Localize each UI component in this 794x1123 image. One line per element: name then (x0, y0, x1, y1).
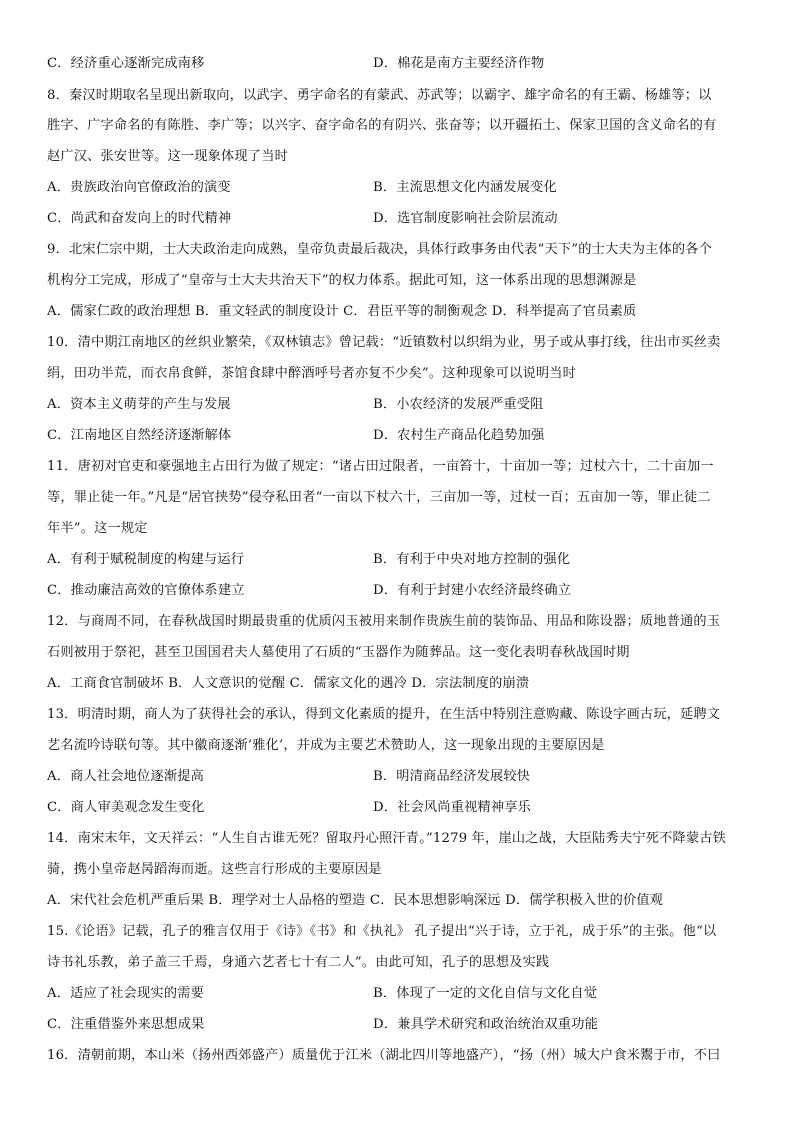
q15-option-d[interactable]: D．兼具学术研究和政治统治双重功能 (373, 1017, 598, 1032)
q11-option-d[interactable]: D．有利于封建小农经济最终确立 (373, 583, 572, 598)
q8-options-row-1 (47, 178, 757, 198)
q11-options-row-2 (47, 581, 757, 601)
q11-stem-line-3: 年半”。这一规定 (47, 521, 148, 536)
q13-options-row-1 (47, 767, 757, 787)
q11-stem-line-1: 11．唐初对官吏和豪强地主占田行为做了规定：“诸占田过限者，一亩笞十，十亩加一等；过杖六十，二十亩加一 (47, 459, 714, 474)
q11-option-a[interactable]: A．有利于赋税制度的构建与运行 (47, 552, 245, 567)
q13-option-c[interactable]: C．商人审美观念发生变化 (47, 800, 205, 815)
q10-option-a[interactable]: A．资本主义萌芽的产生与发展 (47, 397, 231, 412)
q10-option-d[interactable]: D．农村生产商品化趋势加强 (373, 428, 545, 443)
q14-options[interactable]: A．宋代社会危机严重后果 B．理学对士人品格的塑造 C．民本思想影响深远 D．儒学积极入世的价值观 (47, 893, 664, 908)
q8-stem-line-2: 胜字、广字命名的有陈胜、李广等；以兴字、奋字命名的有阴兴、张奋等；以开疆拓土、保家卫国的含义命名的有 (47, 118, 717, 133)
q15-options-row-1 (47, 984, 757, 1004)
q11-stem-line-2: 等，罪止徒一年。”凡是“居官挟势”侵夺私田者“一亩以下杖六十，三亩加一等，过杖一百；五亩加一等，罪止徒二 (47, 490, 711, 505)
q8-option-b[interactable]: B．主流思想文化内涵发展变化 (373, 180, 557, 195)
q7-option-c[interactable]: C．经济重心逐渐完成南移 (47, 56, 205, 71)
q15-option-b[interactable]: B．体现了一定的文化自信与文化自觉 (373, 986, 598, 1001)
q10-options-row-1 (47, 395, 757, 415)
q13-option-a[interactable]: A．商人社会地位逐渐提高 (47, 769, 204, 784)
q9-stem-line-1: 9．北宋仁宗中期，士大夫政治走向成熟，皇帝负责最后裁决，具体行政事务由代表“天下”的士大夫为主体的各个 (47, 242, 713, 257)
q13-options-row-2 (47, 798, 757, 818)
q11-option-c[interactable]: C．推动廉洁高效的官僚体系建立 (47, 583, 245, 598)
q13-stem-line-2: 艺名流吟诗联句等。其中徽商逐渐‘雅化’，并成为主要艺术赞助人，这一现象出现的主要原因是 (47, 738, 605, 753)
q16-stem-line-1: 16．清朝前期，本山米（扬州西郊盛产）质量优于江米（湖北四川等地盛产），“扬（州）城大户食米鬻于市，不曰 (47, 1048, 721, 1063)
q15-option-c[interactable]: C．注重借鉴外来思想成果 (47, 1017, 205, 1032)
q15-stem-line-1: 15.《论语》记载，孔子的雅言仅用于《诗》《书》和《执礼》 孔子提出“兴于诗，立于礼，成于乐”的主张。他“以 (47, 924, 717, 939)
q12-stem-line-1: 12．与商周不同，在春秋战国时期最贵重的优质闪玉被用来制作贵族生前的装饰品、用品和陈设器；质地普通的玉 (47, 614, 721, 629)
q8-option-c[interactable]: C．尚武和奋发向上的时代精神 (47, 211, 232, 226)
q8-stem-line-1: 8．秦汉时期取名呈现出新取向，以武字、勇字命名的有蒙武、苏武等；以霸字、雄字命名的有王霸、杨雄等；以 (47, 88, 712, 103)
q13-option-d[interactable]: D．社会风尚重视精神享乐 (373, 800, 532, 815)
q10-stem-line-1: 10．清中期江南地区的丝织业繁荣，《双林镇志》曾记载：“近镇数村以织绢为业，男子或从事打线，往出市买丝卖 (47, 335, 721, 350)
q8-stem-line-3: 赵广汉、张安世等。这一现象体现了当时 (47, 149, 288, 164)
q14-stem-line-1: 14．南宋末年，文天祥云：“人生自古谁无死？留取丹心照汗青。”1279 年，崖山之战，大臣陆秀夫宁死不降蒙古铁 (47, 831, 727, 846)
q12-stem-line-2: 石则被用于祭祀，甚至卫国国君夫人墓使用了石质的“玉器作为随葬品。这一变化表明春秋战国时期 (47, 645, 630, 660)
q13-stem-line-1: 13．明清时期，商人为了获得社会的承认，得到文化素质的提升，在生活中特别注意购藏、陈设字画古玩，延聘文 (47, 707, 721, 722)
q9-stem-line-2: 机构分工完成，形成了“皇帝与士大夫共治天下”的权力体系。据此可知，这一体系出现的思想渊源是 (47, 273, 637, 288)
q15-options-row-2 (47, 1015, 757, 1035)
q8-options-row-2 (47, 209, 757, 229)
q11-options-row-1 (47, 550, 757, 570)
q12-options[interactable]: A．工商食官制破坏 B．人文意识的觉醒 C．儒家文化的遇冷 D．宗法制度的崩溃 (47, 676, 530, 691)
q10-stem-line-2: 绢，田功半荒，而衣帛食鲜，茶馆食肆中醉酒呼号者亦复不少矣”。这种现象可以说明当时 (47, 366, 577, 381)
q15-option-a[interactable]: A．适应了社会现实的需要 (47, 986, 204, 1001)
q8-option-d[interactable]: D．选官制度影响社会阶层流动 (373, 211, 558, 226)
q10-options-row-2 (47, 426, 757, 446)
q13-option-b[interactable]: B．明清商品经济发展较快 (373, 769, 531, 784)
q10-option-b[interactable]: B．小农经济的发展严重受阻 (373, 397, 544, 412)
q7-option-d[interactable]: D．棉花是南方主要经济作物 (373, 56, 545, 71)
q11-option-b[interactable]: B．有利于中央对地方控制的强化 (373, 552, 571, 567)
q15-stem-line-2: 诗书礼乐教，弟子盖三千焉，身通六艺者七十有二人”。由此可知，孔子的思想及实践 (47, 955, 550, 970)
q7-options-row (47, 54, 757, 74)
q8-option-a[interactable]: A．贵族政治向官僚政治的演变 (47, 180, 231, 195)
q14-stem-line-2: 骑，携小皇帝赵昺蹈海而逝。这些言行形成的主要原因是 (47, 862, 382, 877)
q9-options[interactable]: A．儒家仁政的政治理想 B．重文轻武的制度设计 C．君臣平等的制衡观念 D．科举提高了官员素质 (47, 304, 637, 319)
q10-option-c[interactable]: C．江南地区自然经济逐渐解体 (47, 428, 232, 443)
